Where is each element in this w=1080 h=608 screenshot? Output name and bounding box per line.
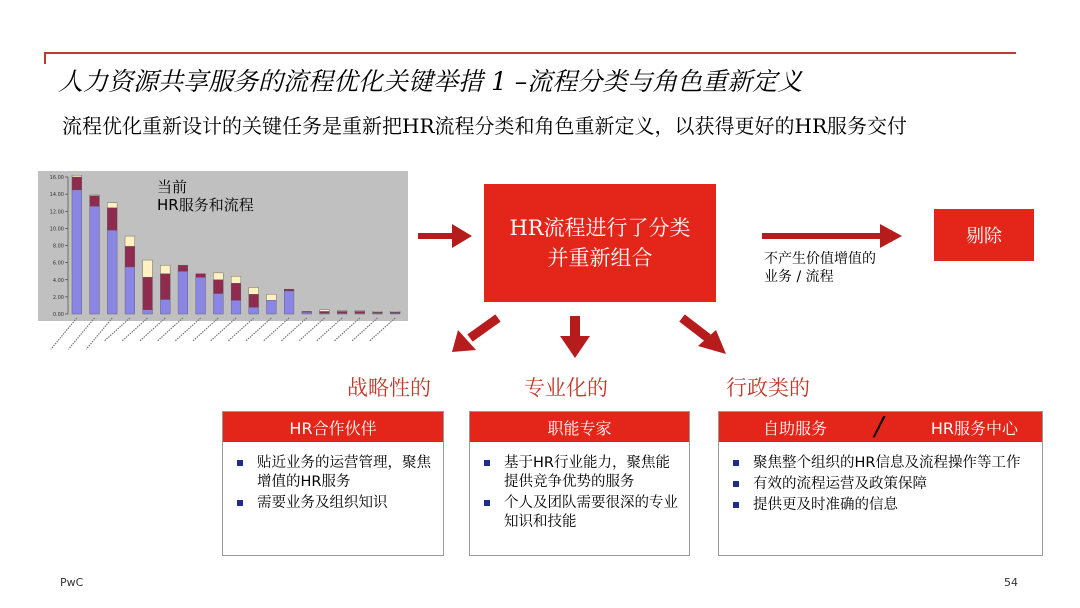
bullet-icon — [733, 502, 739, 508]
arrow-chart-to-center-icon — [418, 224, 472, 248]
remove-note-line1: 不产生价值增值的 — [764, 251, 876, 267]
footer-brand: PwC — [60, 576, 84, 589]
panel-header: HR合作伙伴 — [223, 412, 443, 442]
page-number: 54 — [1004, 576, 1018, 589]
list-item: 贴近业务的运营管理，聚焦增值的HR服务 — [237, 454, 433, 492]
y-tick-label: 14.00 — [49, 192, 64, 199]
panel-list — [719, 442, 1042, 515]
panel-header-separator: / — [874, 412, 884, 442]
panel-header-left: 自助服务 — [763, 418, 828, 438]
category-strategic: 战略性的 — [347, 376, 431, 400]
category-admin: 行政类的 — [726, 376, 810, 400]
y-tick-label: 10.00 — [49, 226, 64, 233]
slide-title: 人力资源共享服务的流程优化关键举措 1 –流程分类与角色重新定义 — [58, 67, 803, 96]
bullet-icon — [733, 481, 739, 487]
remove-box — [934, 209, 1034, 261]
list-item: 有效的流程运营及政策保障 — [733, 475, 1032, 494]
y-tick-label: 6.00 — [52, 260, 64, 267]
list-item: 提供更及时准确的信息 — [733, 496, 1032, 515]
process-regroup-box — [484, 184, 716, 302]
panel-header — [719, 412, 1042, 442]
chart-title: 当前 HR服务和流程 — [157, 178, 254, 214]
list-item: 基于HR行业能力，聚焦能提供竞争优势的服务 — [484, 454, 679, 492]
slide-subtitle: 流程优化重新设计的关键任务是重新把HR流程分类和角色重新定义，以获得更好的HR服务交付 — [62, 114, 907, 138]
y-tick-label: 2.00 — [52, 294, 64, 301]
remove-note — [764, 250, 876, 286]
arrow-down-left-icon — [452, 318, 498, 352]
category-specialist: 专业化的 — [524, 376, 608, 400]
y-tick-label: 8.00 — [52, 243, 64, 250]
list-item: 需要业务及组织知识 — [237, 494, 433, 513]
bullet-icon — [484, 460, 490, 466]
arrow-down-icon — [560, 316, 590, 358]
remove-note-line2: 业务 / 流程 — [764, 269, 834, 285]
panel-list — [470, 442, 689, 532]
arrow-to-remove-icon — [762, 224, 902, 248]
y-tick-label: 12.00 — [49, 209, 64, 216]
list-item: 个人及团队需要很深的专业知识和技能 — [484, 494, 679, 532]
list-item: 聚焦整个组织的HR信息及流程操作等工作 — [733, 454, 1032, 473]
center-box-line1: HR流程进行了分类 — [509, 216, 691, 240]
bullet-icon — [237, 500, 243, 506]
y-tick-label: 4.00 — [52, 277, 64, 284]
functional-expert-panel — [469, 411, 690, 556]
hr-partner-panel — [222, 411, 444, 556]
remove-box-label: 剔除 — [966, 226, 1002, 247]
bullet-icon — [237, 460, 243, 466]
bullet-icon — [733, 460, 739, 466]
panel-header-right: HR服务中心 — [930, 418, 1018, 438]
y-tick-label: 0.00 — [52, 312, 64, 318]
y-tick-label: 16.00 — [49, 175, 64, 181]
self-service-panel — [718, 411, 1043, 556]
arrow-down-right-icon — [682, 318, 726, 354]
center-box-line2: 并重新组合 — [547, 246, 653, 270]
bullet-icon — [484, 500, 490, 506]
panel-header: 职能专家 — [470, 412, 689, 442]
panel-list — [223, 442, 443, 513]
